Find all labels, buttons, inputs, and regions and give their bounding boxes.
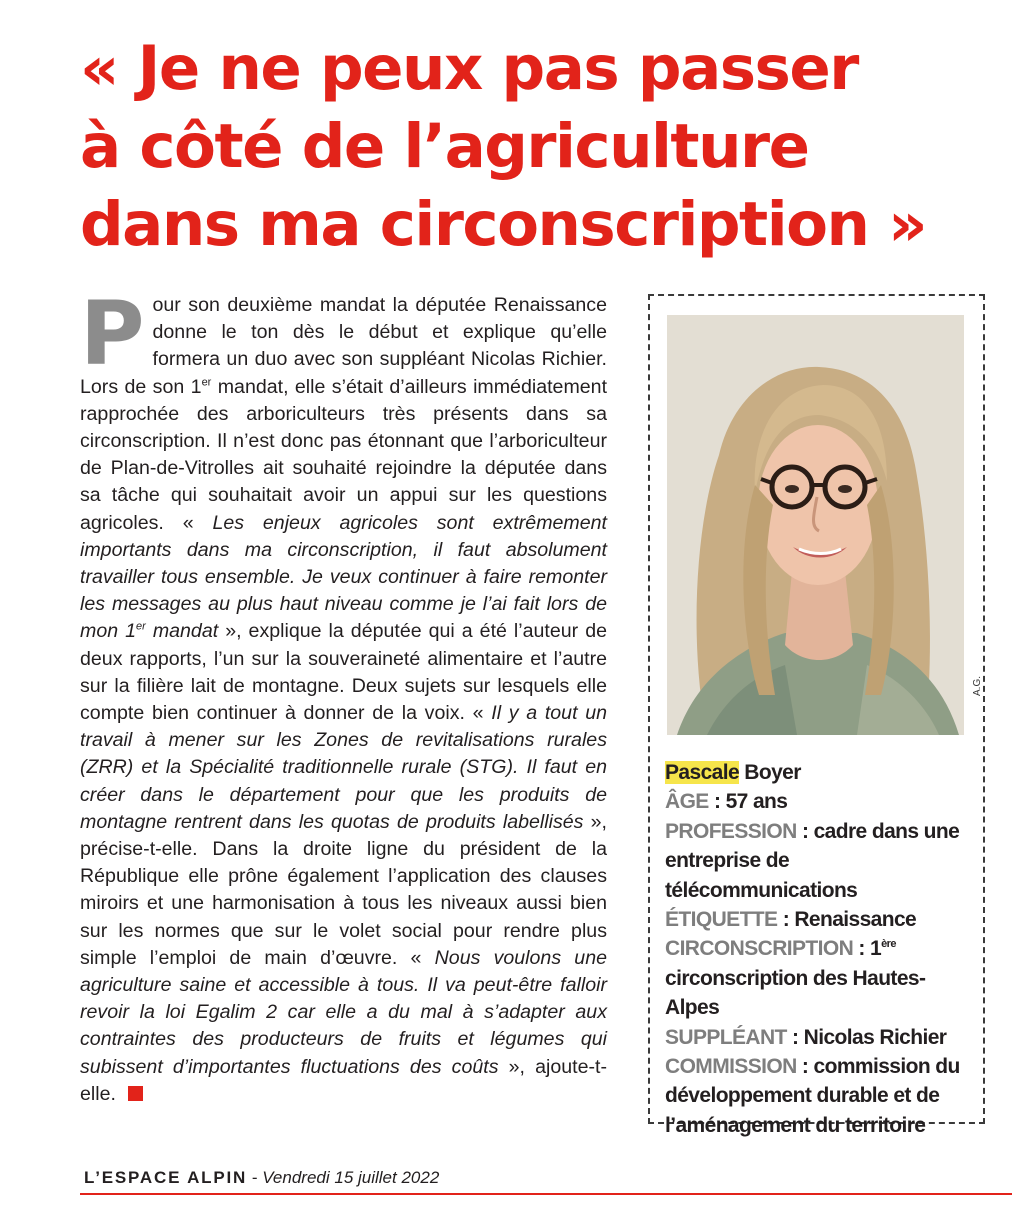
party-value: : Renaissance xyxy=(777,908,917,932)
article-text-3: », explique la députée qui a été l’auteur de deux rapports, l’un sur la souveraineté alimentaire et l’autre sur la filière lait de montagne. Deux sujets sur lesquels elle compte bien continuer à donner de la voix. « xyxy=(80,620,607,725)
profession-label: PROFESSION xyxy=(665,819,797,843)
issue-date: Vendredi 15 juillet 2022 xyxy=(262,1168,440,1187)
constituency-label: CIRCONSCRIPTION xyxy=(665,937,854,961)
substitute-value: : Nicolas Richier xyxy=(786,1025,947,1049)
profession-value: : cadre dans une entreprise de télécommunications xyxy=(665,819,960,902)
headline-line-1: « Je ne peux pas passer xyxy=(80,33,858,104)
profile-box xyxy=(648,294,985,1137)
page-footer xyxy=(84,1167,439,1189)
age-value: : 57 ans xyxy=(708,790,788,814)
constituency-ordinal-suffix: ère xyxy=(881,938,896,951)
age-label: ÂGE xyxy=(665,790,709,814)
profile-substitute xyxy=(665,1023,971,1052)
commission-label: COMMISSION xyxy=(665,1055,797,1079)
end-of-article-square xyxy=(128,1086,143,1101)
first-name-highlighted: Pascale xyxy=(665,761,740,784)
quote-1-text: Les enjeux agricoles sont extrêmement importants dans ma circonscription, il faut absolument travailler tous ensemble. Je veux continuer à faire remonter les messages au plus haut niveau comme je l’ai fait lors de mon 1 xyxy=(80,511,607,643)
quote-2: Il y a tout un travail à mener sur les Zones de revitalisations rurales (ZRR) et la Spécialité traditionnelle rurale (STG). Il faut en créer dans le département pour que les produits de montagne rentrent dans les quotas de produits labellisés xyxy=(80,702,607,833)
quote-1-ordinal-suffix: er xyxy=(136,620,146,633)
article-text-4: », précise-t-elle. Dans la droite ligne du président de la République elle prône également l’application des clauses miroirs et une harmonisation à tous les niveaux aussi bien sur les normes que sur le volet social pour rendre plus simple l’emploi de main d’œuvre. « xyxy=(80,810,607,969)
article-text-2: mandat, elle s’était d’ailleurs immédiatement rapprochée des arboriculteurs très présents dans sa circonscription. Il n’est donc pas étonnant que l’arboriculteur de Plan-de-Vitrolles ait souhaité rejoindre la députée dans sa tâche qui souhaitait avoir un appui sur les questions agricoles. « xyxy=(80,375,608,534)
headline xyxy=(80,30,980,264)
party-label: ÉTIQUETTE xyxy=(665,908,778,932)
footer-rule xyxy=(80,1193,1012,1195)
last-name: Boyer xyxy=(739,761,801,784)
drop-cap: P xyxy=(80,282,145,385)
article-body xyxy=(80,282,608,1108)
profile-constituency xyxy=(665,934,971,1022)
headline-line-3: dans ma circonscription » xyxy=(80,189,927,260)
quote-1-end: mandat xyxy=(145,620,219,643)
profile-details xyxy=(665,758,971,1140)
profile-profession xyxy=(665,817,971,905)
headline-line-2: à côté de l’agriculture xyxy=(80,111,809,182)
publication-name: L’ESPACE ALPIN xyxy=(84,1168,248,1187)
portrait-illustration xyxy=(667,315,964,735)
quote-3: Nous voulons une agriculture saine et accessible à tous. Il va peut-être falloir revoir la loi Egalim 2 car elle a du mal à s’adapter aux contraintes des producteurs de fruits et légumes qui subissent d’importantes fluctuations des coûts xyxy=(80,946,608,1078)
constituency-value: circonscription des Hautes-Alpes xyxy=(665,966,926,1020)
profile-commission xyxy=(665,1052,971,1140)
substitute-label: SUPPLÉANT xyxy=(665,1025,787,1049)
footer-separator: - xyxy=(247,1168,263,1187)
profile-party xyxy=(665,905,971,934)
profile-name xyxy=(665,758,971,787)
article-text-5: », ajoute-t-elle. xyxy=(80,1055,607,1105)
article-text-1: our son deuxième mandat la députée Renaissance donne le ton dès le début et explique qu’elle formera un duo avec son suppléant Nicolas Richier. Lors de son 1 xyxy=(80,294,607,398)
article-paragraph xyxy=(80,282,608,1108)
profile-age xyxy=(665,787,971,816)
ordinal-suffix-1: er xyxy=(201,376,212,389)
commission-value: : commission du développement durable et de l’aménagement du territoire xyxy=(665,1055,960,1137)
photo-credit: A.G. xyxy=(972,675,983,696)
constituency-value-prefix: : 1 xyxy=(853,937,882,961)
portrait-photo xyxy=(667,315,964,735)
